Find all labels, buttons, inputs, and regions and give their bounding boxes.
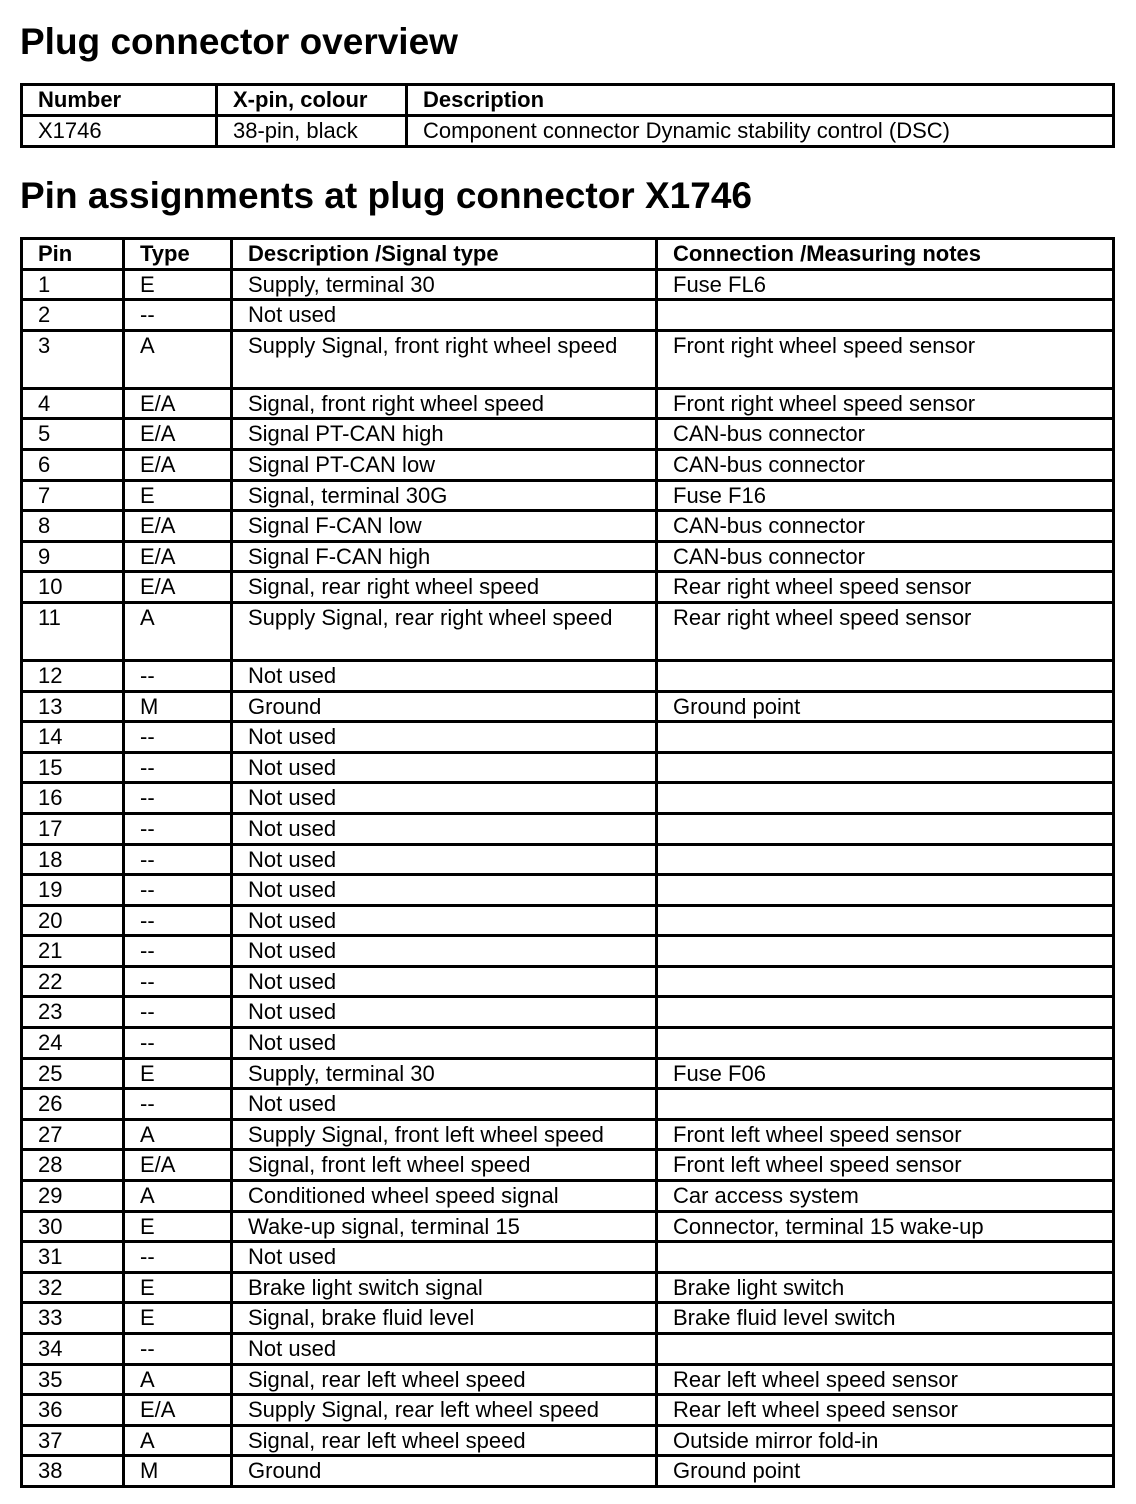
pin-signal-description: Signal PT-CAN low — [232, 449, 657, 480]
pin-number: 14 — [22, 722, 124, 753]
pin-type: A — [124, 602, 232, 660]
pin-type: E — [124, 1211, 232, 1242]
pin-connection-notes — [657, 300, 1114, 331]
table-row — [22, 813, 1114, 844]
pin-signal-description: Supply Signal, front right wheel speed — [232, 330, 657, 388]
pin-number: 18 — [22, 844, 124, 875]
header-signal-description: Description /Signal type — [232, 239, 657, 270]
pin-number: 20 — [22, 905, 124, 936]
pin-signal-description: Signal, front left wheel speed — [232, 1150, 657, 1181]
pin-number: 38 — [22, 1456, 124, 1487]
table-row — [22, 691, 1114, 722]
pin-signal-description: Not used — [232, 722, 657, 753]
table-row — [22, 1364, 1114, 1395]
pin-signal-description: Supply, terminal 30 — [232, 1058, 657, 1089]
table-row — [22, 905, 1114, 936]
pin-type: E/A — [124, 419, 232, 450]
pin-connection-notes: Ground point — [657, 691, 1114, 722]
pin-signal-description: Supply, terminal 30 — [232, 269, 657, 300]
pin-signal-description: Signal, rear right wheel speed — [232, 572, 657, 603]
table-row — [22, 1456, 1114, 1487]
table-row — [22, 1242, 1114, 1273]
pin-connection-notes: Rear right wheel speed sensor — [657, 572, 1114, 603]
pin-signal-description: Not used — [232, 844, 657, 875]
pin-type: A — [124, 1181, 232, 1212]
pin-number: 2 — [22, 300, 124, 331]
pin-type: E — [124, 1303, 232, 1334]
pin-number: 6 — [22, 449, 124, 480]
pin-type: -- — [124, 997, 232, 1028]
pin-type: -- — [124, 844, 232, 875]
pin-type: -- — [124, 1089, 232, 1120]
table-row — [22, 419, 1114, 450]
pin-signal-description: Signal, brake fluid level — [232, 1303, 657, 1334]
pin-signal-description: Signal, rear left wheel speed — [232, 1425, 657, 1456]
connector-pins-colour: 38-pin, black — [217, 116, 407, 147]
pin-type: -- — [124, 722, 232, 753]
table-row — [22, 1211, 1114, 1242]
pin-number: 33 — [22, 1303, 124, 1334]
pin-signal-description: Brake light switch signal — [232, 1272, 657, 1303]
table-row — [22, 1058, 1114, 1089]
pin-connection-notes — [657, 966, 1114, 997]
pin-signal-description: Not used — [232, 300, 657, 331]
pin-signal-description: Wake-up signal, terminal 15 — [232, 1211, 657, 1242]
table-row — [22, 1089, 1114, 1120]
table-row — [22, 1303, 1114, 1334]
pin-number: 13 — [22, 691, 124, 722]
pin-connection-notes — [657, 1242, 1114, 1273]
pin-type: -- — [124, 813, 232, 844]
pin-number: 36 — [22, 1395, 124, 1426]
pin-number: 31 — [22, 1242, 124, 1273]
pin-type: A — [124, 1364, 232, 1395]
table-row — [22, 572, 1114, 603]
table-row — [22, 388, 1114, 419]
pin-connection-notes: Brake fluid level switch — [657, 1303, 1114, 1334]
pin-connection-notes: Outside mirror fold-in — [657, 1425, 1114, 1456]
pin-signal-description: Not used — [232, 813, 657, 844]
pin-connection-notes: Brake light switch — [657, 1272, 1114, 1303]
pin-signal-description: Signal F-CAN low — [232, 511, 657, 542]
pin-connection-notes: Rear right wheel speed sensor — [657, 602, 1114, 660]
pin-number: 24 — [22, 1028, 124, 1059]
pin-number: 35 — [22, 1364, 124, 1395]
pin-signal-description: Conditioned wheel speed signal — [232, 1181, 657, 1212]
pin-signal-description: Not used — [232, 905, 657, 936]
pin-connection-notes: Ground point — [657, 1456, 1114, 1487]
pin-type: -- — [124, 875, 232, 906]
pin-signal-description: Ground — [232, 691, 657, 722]
pin-type: -- — [124, 905, 232, 936]
pin-number: 17 — [22, 813, 124, 844]
table-row — [22, 1181, 1114, 1212]
header-connection-notes: Connection /Measuring notes — [657, 239, 1114, 270]
pin-number: 22 — [22, 966, 124, 997]
pin-type: -- — [124, 1334, 232, 1365]
pin-signal-description: Not used — [232, 783, 657, 814]
pin-number: 21 — [22, 936, 124, 967]
pin-type: E — [124, 269, 232, 300]
pin-signal-description: Not used — [232, 1089, 657, 1120]
table-row — [22, 300, 1114, 331]
pin-connection-notes — [657, 844, 1114, 875]
header-description: Description — [407, 85, 1114, 116]
pin-number: 9 — [22, 541, 124, 572]
pin-number: 11 — [22, 602, 124, 660]
pin-signal-description: Not used — [232, 752, 657, 783]
table-row — [22, 1425, 1114, 1456]
pin-signal-description: Signal, front right wheel speed — [232, 388, 657, 419]
pin-signal-description: Supply Signal, front left wheel speed — [232, 1119, 657, 1150]
pin-number: 37 — [22, 1425, 124, 1456]
pin-type: E/A — [124, 541, 232, 572]
table-row — [22, 480, 1114, 511]
pin-connection-notes — [657, 875, 1114, 906]
pin-signal-description: Supply Signal, rear left wheel speed — [232, 1395, 657, 1426]
pin-signal-description: Signal PT-CAN high — [232, 419, 657, 450]
pin-signal-description: Signal, terminal 30G — [232, 480, 657, 511]
pin-connection-notes — [657, 997, 1114, 1028]
pin-number: 16 — [22, 783, 124, 814]
pin-connection-notes: Fuse F06 — [657, 1058, 1114, 1089]
pin-number: 5 — [22, 419, 124, 450]
table-row — [22, 844, 1114, 875]
pin-signal-description: Not used — [232, 1334, 657, 1365]
pin-connection-notes — [657, 1028, 1114, 1059]
pin-connection-notes — [657, 936, 1114, 967]
pin-signal-description: Not used — [232, 660, 657, 691]
pin-type: A — [124, 1425, 232, 1456]
pin-number: 34 — [22, 1334, 124, 1365]
pin-connection-notes: Connector, terminal 15 wake-up — [657, 1211, 1114, 1242]
pin-connection-notes — [657, 1334, 1114, 1365]
pin-connection-notes — [657, 905, 1114, 936]
pin-type: -- — [124, 783, 232, 814]
pin-type: -- — [124, 1242, 232, 1273]
table-row — [22, 602, 1114, 660]
table-row — [22, 966, 1114, 997]
overview-title: Plug connector overview — [20, 21, 458, 62]
pin-connection-notes: CAN-bus connector — [657, 419, 1114, 450]
table-row — [22, 875, 1114, 906]
connector-number: X1746 — [22, 116, 217, 147]
pin-type: M — [124, 691, 232, 722]
pin-signal-description: Not used — [232, 875, 657, 906]
pin-header-row — [22, 239, 1114, 270]
pin-type: E/A — [124, 388, 232, 419]
pin-connection-notes: Car access system — [657, 1181, 1114, 1212]
table-row — [22, 1272, 1114, 1303]
pin-connection-notes: CAN-bus connector — [657, 511, 1114, 542]
table-row — [22, 330, 1114, 388]
pin-signal-description: Supply Signal, rear right wheel speed — [232, 602, 657, 660]
pin-type: E — [124, 1058, 232, 1089]
pin-connection-notes: Front right wheel speed sensor — [657, 388, 1114, 419]
pin-connection-notes: CAN-bus connector — [657, 541, 1114, 572]
header-number: Number — [22, 85, 217, 116]
pin-connection-notes — [657, 722, 1114, 753]
pin-type: A — [124, 1119, 232, 1150]
pin-signal-description: Not used — [232, 936, 657, 967]
pin-number: 25 — [22, 1058, 124, 1089]
pin-connection-notes — [657, 813, 1114, 844]
pin-signal-description: Signal, rear left wheel speed — [232, 1364, 657, 1395]
table-row — [22, 511, 1114, 542]
pin-type: E/A — [124, 572, 232, 603]
table-row — [22, 449, 1114, 480]
table-row — [22, 1028, 1114, 1059]
pin-signal-description: Not used — [232, 997, 657, 1028]
pin-connection-notes — [657, 1089, 1114, 1120]
table-row — [22, 783, 1114, 814]
pin-type: A — [124, 330, 232, 388]
overview-row — [22, 116, 1114, 147]
pin-number: 10 — [22, 572, 124, 603]
pin-signal-description: Ground — [232, 1456, 657, 1487]
pin-number: 28 — [22, 1150, 124, 1181]
pin-type: -- — [124, 660, 232, 691]
pin-connection-notes: Rear left wheel speed sensor — [657, 1395, 1114, 1426]
pin-number: 8 — [22, 511, 124, 542]
table-row — [22, 541, 1114, 572]
pin-signal-description: Not used — [232, 966, 657, 997]
pin-assignments-table — [20, 237, 1115, 1488]
pin-number: 29 — [22, 1181, 124, 1212]
pin-table-body — [22, 269, 1114, 1486]
pin-connection-notes: Front left wheel speed sensor — [657, 1150, 1114, 1181]
pin-type: E/A — [124, 511, 232, 542]
pin-number: 26 — [22, 1089, 124, 1120]
pin-number: 1 — [22, 269, 124, 300]
connector-description: Component connector Dynamic stability control (DSC) — [407, 116, 1114, 147]
table-row — [22, 752, 1114, 783]
pin-connection-notes — [657, 752, 1114, 783]
pin-number: 15 — [22, 752, 124, 783]
pin-number: 32 — [22, 1272, 124, 1303]
pin-connection-notes: Fuse F16 — [657, 480, 1114, 511]
table-row — [22, 1395, 1114, 1426]
pin-signal-description: Not used — [232, 1242, 657, 1273]
pin-type: E/A — [124, 1395, 232, 1426]
pin-type: -- — [124, 752, 232, 783]
pin-type: E/A — [124, 1150, 232, 1181]
pin-type: -- — [124, 936, 232, 967]
table-row — [22, 997, 1114, 1028]
pin-number: 27 — [22, 1119, 124, 1150]
pin-type: -- — [124, 1028, 232, 1059]
table-row — [22, 1150, 1114, 1181]
pin-number: 12 — [22, 660, 124, 691]
pin-number: 30 — [22, 1211, 124, 1242]
pin-number: 23 — [22, 997, 124, 1028]
pin-number: 7 — [22, 480, 124, 511]
pin-type: -- — [124, 966, 232, 997]
header-pin: Pin — [22, 239, 124, 270]
pin-connection-notes: Fuse FL6 — [657, 269, 1114, 300]
pin-number: 4 — [22, 388, 124, 419]
table-row — [22, 1334, 1114, 1365]
header-xpin-colour: X-pin, colour — [217, 85, 407, 116]
header-type: Type — [124, 239, 232, 270]
pin-connection-notes — [657, 783, 1114, 814]
table-row — [22, 936, 1114, 967]
pin-type: E/A — [124, 449, 232, 480]
table-row — [22, 660, 1114, 691]
pin-type: E — [124, 480, 232, 511]
pin-number: 19 — [22, 875, 124, 906]
pin-connection-notes: Front right wheel speed sensor — [657, 330, 1114, 388]
pin-assignments-title: Pin assignments at plug connector X1746 — [20, 175, 752, 216]
pin-signal-description: Signal F-CAN high — [232, 541, 657, 572]
pin-connection-notes — [657, 660, 1114, 691]
overview-header-row — [22, 85, 1114, 116]
overview-table — [20, 83, 1115, 148]
pin-connection-notes: Rear left wheel speed sensor — [657, 1364, 1114, 1395]
pin-type: E — [124, 1272, 232, 1303]
pin-connection-notes: CAN-bus connector — [657, 449, 1114, 480]
pin-connection-notes: Front left wheel speed sensor — [657, 1119, 1114, 1150]
table-row — [22, 722, 1114, 753]
pin-number: 3 — [22, 330, 124, 388]
pin-type: M — [124, 1456, 232, 1487]
table-row — [22, 269, 1114, 300]
pin-signal-description: Not used — [232, 1028, 657, 1059]
table-row — [22, 1119, 1114, 1150]
pin-type: -- — [124, 300, 232, 331]
